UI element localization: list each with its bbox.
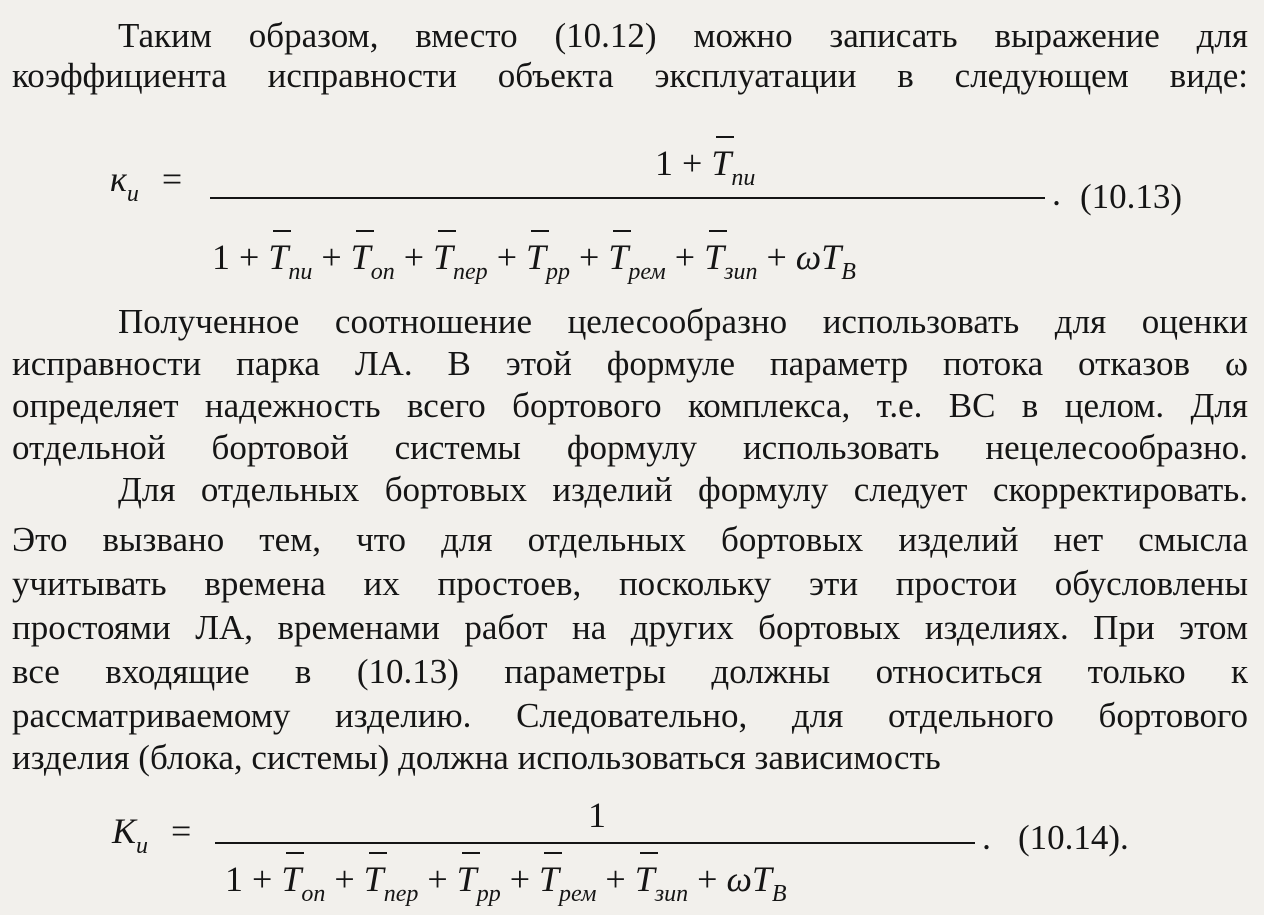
subscript: зип: [724, 259, 758, 285]
denominator-one: 1: [212, 237, 230, 277]
subscript: B: [771, 881, 787, 907]
subscript: пи: [288, 259, 313, 285]
paragraph3-line-1: Для отдельных бортовых изделий формулу следует скорректировать.: [118, 470, 1248, 509]
paragraph3-line-5: все входящие в (10.13) параметры должны относиться только к: [12, 652, 1248, 691]
dot: .: [1052, 173, 1061, 213]
t-bar-symbol: T: [539, 859, 560, 899]
formula-1-lhs: [110, 158, 183, 207]
numerator-one: 1: [588, 795, 606, 835]
subscript: пер: [383, 881, 419, 907]
t-bar-symbol: T: [350, 237, 371, 277]
plus-sign: +: [496, 237, 517, 277]
plus-sign: +: [403, 237, 424, 277]
subscript: оп: [301, 881, 326, 907]
formula-1-denominator: [212, 236, 856, 285]
paragraph2-line-1: Полученное соотношение целесообразно использовать для оценки: [118, 302, 1248, 341]
formula-2-lhs: [112, 810, 192, 859]
lhs-symbol: K: [112, 811, 137, 851]
t-bar-symbol: T: [456, 859, 477, 899]
plus-sign: +: [766, 237, 787, 277]
lhs-subscript: и: [126, 181, 139, 207]
t-bar-symbol: T: [704, 237, 725, 277]
equals-sign: =: [161, 159, 183, 199]
plus-sign: +: [674, 237, 696, 277]
subscript: рр: [476, 881, 501, 907]
plus-sign: +: [239, 237, 260, 277]
subscript: рем: [628, 259, 666, 285]
omega-symbol: ω: [795, 237, 822, 277]
plus-sign: +: [579, 237, 600, 277]
plus-sign: +: [427, 859, 448, 899]
t-symbol: T: [821, 237, 842, 277]
t-bar-symbol: T: [634, 859, 655, 899]
text-line: [12, 520, 1248, 560]
plus-sign: +: [509, 859, 530, 899]
paragraph2-line-3: определяет надежность всего бортового комплекса, т.е. ВС в целом. Для: [12, 386, 1248, 425]
t-bar-symbol: T: [526, 237, 547, 277]
dot: .: [982, 817, 991, 857]
paragraph1-line-1: Таким образом, вместо (10.12) можно записать выражение для: [118, 16, 1248, 55]
numerator-one: 1: [655, 143, 673, 183]
paragraph1-line-2: коэффициента исправности объекта эксплуатации в следующем виде:: [12, 56, 1248, 95]
formula-2-dot: [982, 816, 991, 858]
text-line: [12, 696, 1248, 736]
t-bar-symbol: T: [608, 237, 629, 277]
subscript: рем: [559, 881, 597, 907]
subscript: рр: [546, 259, 571, 285]
paragraph3-line-7: изделия (блока, системы) должна использоваться зависимость: [12, 738, 941, 777]
plus-sign: +: [334, 859, 355, 899]
text-line: [12, 738, 941, 778]
subscript: B: [841, 259, 856, 285]
text-line: [12, 386, 1248, 426]
paragraph3-line-6: рассматриваемому изделию. Следовательно, для отдельного бортового: [12, 696, 1248, 735]
subscript: пи: [731, 165, 756, 191]
plus-sign: +: [605, 859, 626, 899]
text-line: [12, 428, 1248, 468]
formula-1-numerator: [655, 142, 756, 191]
fraction-line: [215, 842, 975, 844]
equals-sign: =: [171, 811, 192, 851]
omega-symbol: ω: [726, 859, 752, 899]
lhs-subscript: и: [136, 833, 149, 859]
paragraph3-line-4: простоями ЛА, временами работ на других бортовых изделиях. При этом: [12, 608, 1248, 647]
t-bar-symbol: T: [711, 143, 732, 183]
paragraph3-line-3: учитывать времена их простоев, поскольку эти простои обусловлены: [12, 564, 1248, 603]
text-line: [12, 608, 1248, 648]
t-bar-symbol: T: [281, 859, 302, 899]
plus-sign: +: [682, 143, 703, 183]
plus-sign: +: [321, 237, 342, 277]
subscript: оп: [370, 259, 395, 285]
subscript: зип: [654, 881, 689, 907]
text-line: [118, 16, 1248, 56]
text-line: [12, 56, 1248, 96]
equation-number-10-14: (10.14).: [1018, 818, 1129, 857]
subscript: пер: [453, 259, 488, 285]
lhs-symbol: к: [110, 159, 127, 199]
formula-2-numerator: [588, 794, 606, 836]
text-line: [12, 344, 1248, 384]
t-bar-symbol: T: [433, 237, 454, 277]
t-symbol: T: [751, 859, 772, 899]
fraction-line: [210, 197, 1045, 199]
paragraph2-line-4: отдельной бортовой системы формулу использовать нецелесообразно.: [12, 428, 1248, 467]
formula-2-denominator: [225, 858, 787, 907]
formula-1-dot: [1052, 172, 1061, 214]
denominator-one: 1: [225, 859, 243, 899]
t-bar-symbol: T: [363, 859, 384, 899]
paragraph3-line-2: Это вызвано тем, что для отдельных бортовых изделий нет смысла: [12, 520, 1248, 559]
text-line: [118, 470, 1248, 510]
paragraph2-line-2: исправности парка ЛА. В этой формуле параметр потока отказов ω: [12, 344, 1248, 383]
plus-sign: +: [697, 859, 718, 899]
plus-sign: +: [252, 859, 273, 899]
text-line: [12, 652, 1248, 692]
text-line: [118, 302, 1248, 342]
text-line: [12, 564, 1248, 604]
t-bar-symbol: T: [268, 237, 289, 277]
equation-number-10-13: (10.13): [1080, 177, 1183, 216]
